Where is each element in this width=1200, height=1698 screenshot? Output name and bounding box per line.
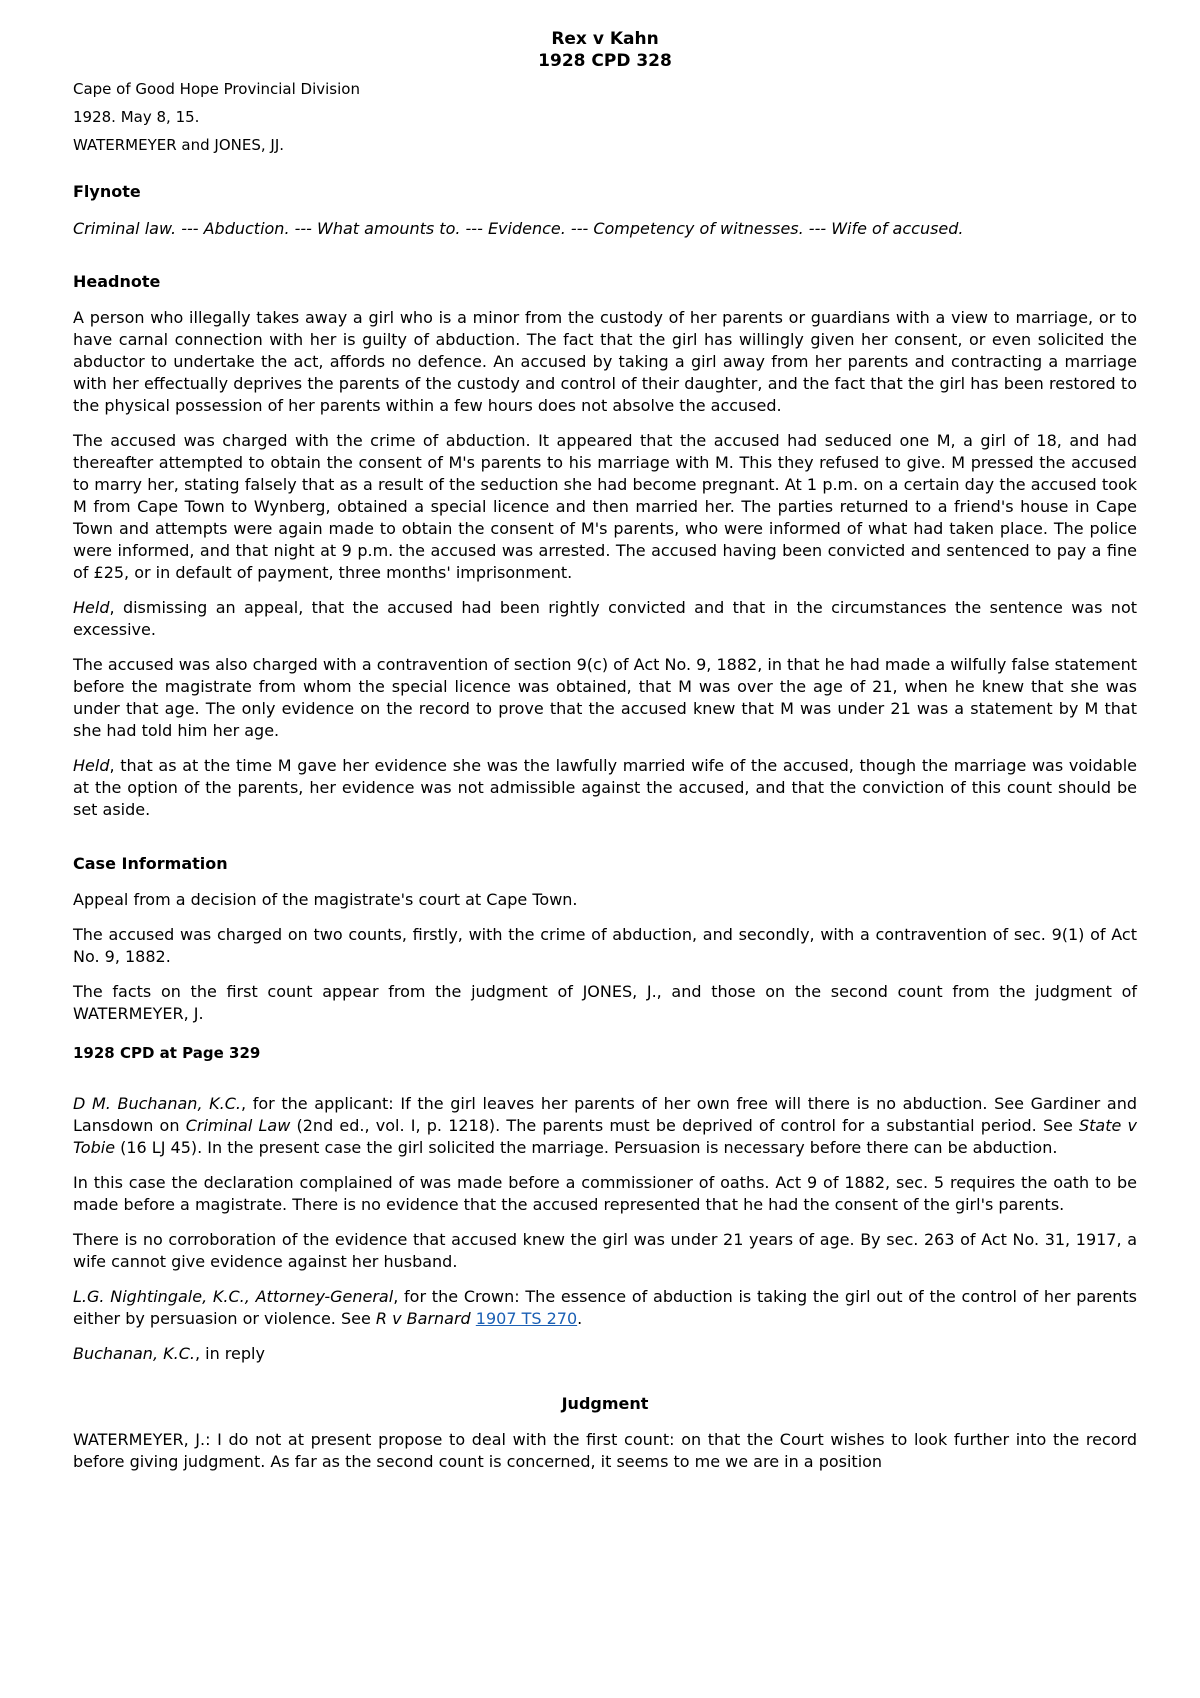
headnote-paragraph-3 [73, 597, 1137, 641]
case-information-heading: Case Information [73, 854, 228, 873]
counsel-applicant-paragraph: D M. Buchanan, K.C., for the applicant: If the girl leaves her parents of her own free will there is no abduction. See Gardiner and Lansdown on Criminal Law (2nd ed., vol. I, p. 1218). The parents must be deprived of control for a substantial period. See State v Tobie (16 LJ 45). In the present case the girl solicited the marriage. Persuasion is necessary before there can be abduction. [73, 1094, 1138, 1157]
counsel-crown-paragraph: L.G. Nightingale, K.C., Attorney-General, for the Crown: The essence of abduction is taking the girl out of the control of her parents either by persuasion or violence. See R v Barnard 1907 TS 270. [73, 1287, 1138, 1328]
case-citation: 1928 CPD 328 [538, 51, 672, 71]
court-name: Cape of Good Hope Provincial Division [73, 80, 360, 98]
page-marker: 1928 CPD at Page 329 [73, 1044, 261, 1062]
counsel-name: L.G. Nightingale, K.C., Attorney-General [73, 1287, 394, 1306]
headnote-paragraph-5 [73, 755, 1137, 821]
headnote-paragraph-1: A person who illegally takes away a girl who is a minor from the custody of her parents or guardians with a view to marriage, or to have carnal connection with her is guilty of abduction. The fact that the girl has willingly given her consent, or even solicited the abductor to undertake the act, affords no defence. An accused by taking a girl away from her parents and contracting a marriage with her effectually deprives the parents of the custody and control of their daughter, and the fact that the girl has been restored to the physical possession of her parents within a few hours does not absolve the accused. [73, 308, 1137, 415]
headnote-paragraph-5-text: , that as at the time M gave her evidence she was the lawfully married wife of the accused, though the marriage was voidable at the option of the parents, her evidence was not admissible against the accused, and that the conviction of this count should be set aside. [73, 756, 1137, 819]
cited-case: R v Barnard [375, 1309, 471, 1328]
case-info-paragraph-3: The facts on the first count appear from the judgment of JONES, J., and those on the second count from the judgment of WATERMEYER, J. [73, 982, 1137, 1023]
case-info-paragraph-6: There is no corroboration of the evidence that accused knew the girl was under 21 years of age. By sec. 263 of Act No. 31, 1917, a wife cannot give evidence against her husband. [73, 1230, 1137, 1271]
flynote-text: Criminal law. --- Abduction. --- What amounts to. --- Evidence. --- Competency of witnesses. --- Wife of accused. [73, 219, 964, 238]
held-label: Held [73, 756, 110, 775]
case-date: 1928. May 8, 15. [73, 108, 200, 126]
counsel-name: Buchanan, K.C. [73, 1344, 195, 1363]
document [73, 28, 1137, 1473]
cited-work: Criminal Law [185, 1116, 291, 1135]
held-label: Held [73, 598, 110, 617]
case-info-paragraph-1: Appeal from a decision of the magistrate's court at Cape Town. [73, 890, 578, 909]
cited-case: State v Tobie [73, 1116, 1138, 1157]
case-info-paragraph-5: In this case the declaration complained of was made before a commissioner of oaths. Act 9 of 1882, sec. 5 requires the oath to be made before a magistrate. There is no evidence that the accused represented that he had the consent of the girl's parents. [73, 1173, 1137, 1214]
headnote-paragraph-3-text: , dismissing an appeal, that the accused had been rightly convicted and that in the circumstances the sentence was not excessive. [73, 598, 1137, 639]
counsel-name: D M. Buchanan, K.C. [73, 1094, 242, 1113]
citation-link[interactable]: 1907 TS 270 [475, 1309, 578, 1328]
case-judges: WATERMEYER and JONES, JJ. [73, 136, 285, 154]
judgment-heading: Judgment [561, 1394, 649, 1413]
headnote-heading: Headnote [73, 272, 161, 291]
judgment-paragraph-1: WATERMEYER, J.: I do not at present propose to deal with the first count: on that the Court wishes to look further into the record before giving judgment. As far as the second count is concerned, it seems to me we are in a position [73, 1430, 1137, 1471]
case-name: Rex v Kahn [551, 29, 659, 49]
flynote-heading: Flynote [73, 182, 141, 201]
headnote-paragraph-2: The accused was charged with the crime of abduction. It appeared that the accused had seduced one M, a girl of 18, and had thereafter attempted to obtain the consent of M's parents to his marriage with M. This they refused to give. M pressed the accused to marry her, stating falsely that as a result of the seduction she had become pregnant. At 1 p.m. on a certain day the accused took M from Cape Town to Wynberg, obtained a special licence and then married her. The parties returned to a friend's house in Cape Town and attempts were again made to obtain the consent of M's parents, who were informed of what had taken place. The police were informed, and that night at 9 p.m. the accused was arrested. The accused having been convicted and sentenced to pay a fine of £25, or in default of payment, three months' imprisonment. [73, 431, 1137, 582]
headnote-paragraph-4: The accused was also charged with a contravention of section 9(c) of Act No. 9, 1882, in that he had made a wilfully false statement before the magistrate from whom the special licence was obtained, that M was over the age of 21, when he knew that she was under that age. The only evidence on the record to prove that the accused knew that M was under 21 was a statement by M that she had told him her age. [73, 655, 1137, 740]
case-info-paragraph-2: The accused was charged on two counts, firstly, with the crime of abduction, and secondly, with a contravention of sec. 9(1) of Act No. 9, 1882. [73, 925, 1137, 966]
reply-paragraph: Buchanan, K.C., in reply [73, 1344, 265, 1363]
